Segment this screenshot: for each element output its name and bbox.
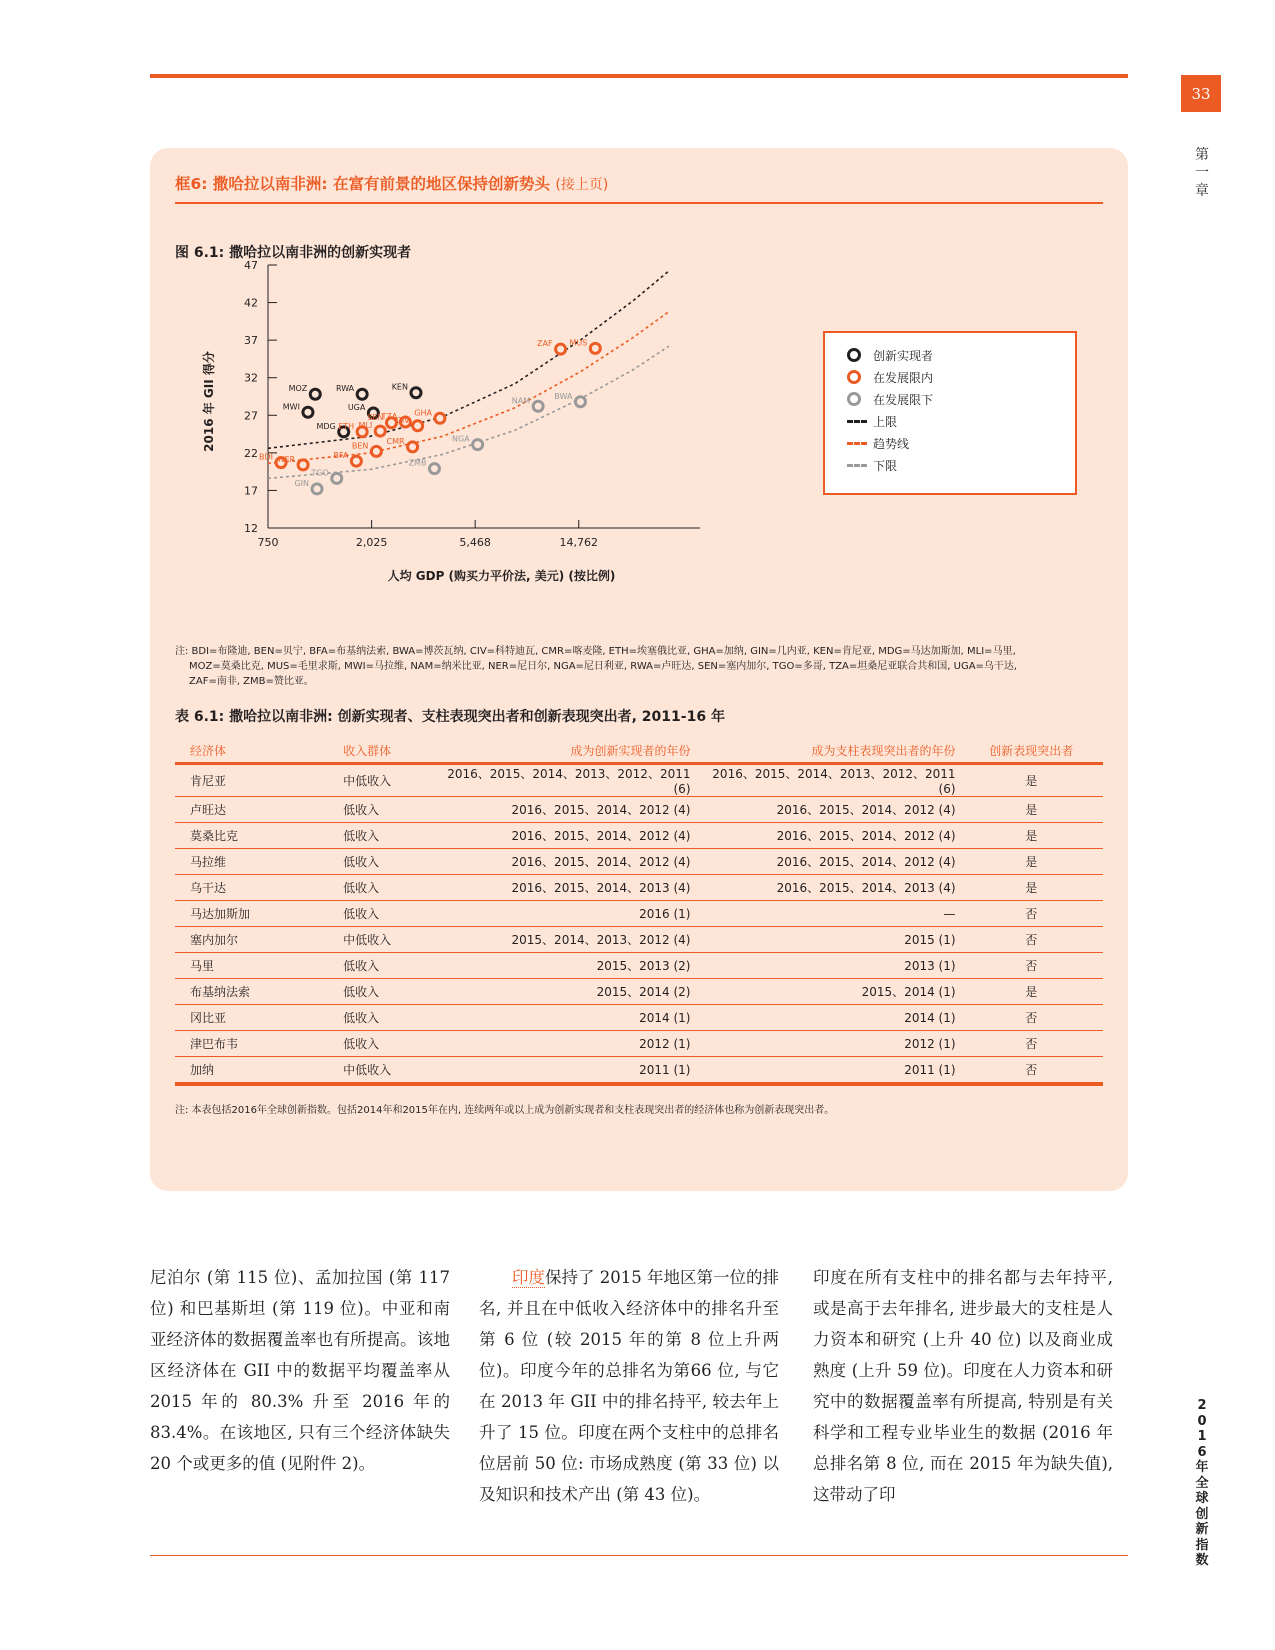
income-group-cell: 中低收入 [339, 1057, 425, 1085]
x-tick-label: 14,762 [559, 536, 599, 549]
column-header: 收入群体 [339, 739, 425, 764]
achiever-years-cell: 2015、2014、2013、2012 (4) [425, 927, 695, 953]
side-title [1192, 1398, 1212, 1569]
upper-dash-icon [847, 420, 867, 423]
curve-below [268, 346, 669, 478]
point-label: BDI [259, 452, 274, 462]
box-title-text: 框6: 撒哈拉以南非洲: 在富有前景的地区保持创新势头 [175, 175, 550, 193]
table-row [175, 849, 1103, 875]
x-tick-label: 750 [257, 536, 279, 549]
column-header: 经济体 [175, 739, 339, 764]
point-label: MLI [358, 421, 373, 431]
body-column-1: 尼泊尔 (第 115 位)、孟加拉国 (第 117 位) 和巴基斯坦 (第 119 位)。中亚和南亚经济体的数据覆盖率也有所提高。该地区经济体在 GII 中的数据平均覆盖率从 2015 年的 80.3% 升至 2016 年的 83.4%。在该地区, 只有三个经济体缺失 20 个或更多的值 (见附件 2)。 [150, 1268, 450, 1473]
economy-cell: 加纳 [175, 1057, 339, 1085]
point-achiever [357, 389, 367, 399]
side-title-char: 新 [1195, 1522, 1209, 1537]
outperformer-cell: 否 [960, 901, 1103, 927]
legend-item [847, 433, 909, 453]
legend-item [847, 345, 933, 365]
legend-label: 在发展限下 [873, 392, 934, 407]
point-achiever [411, 388, 421, 398]
y-tick-label: 42 [244, 296, 258, 310]
point-within [590, 343, 600, 353]
point-within [413, 421, 423, 431]
figure-note-line: 注: BDI=布隆迪, BEN=贝宁, BFA=布基纳法索, BWA=博茨瓦纳, CIV=科特迪瓦, CMR=喀麦隆, ETH=埃塞俄比亚, GHA=加纳, GIN=几内亚, KEN=肯尼亚, MDG=马达加斯加, MLI=马里, [175, 646, 1016, 657]
point-label: MUS [569, 338, 588, 348]
outperformer-cell: 是 [960, 875, 1103, 901]
point-label: ZAF [537, 339, 553, 349]
top-rule [150, 74, 1128, 78]
point-within [435, 413, 445, 423]
legend-label: 在发展限内 [873, 370, 934, 385]
point-label: CMR [386, 436, 405, 446]
india-link[interactable]: 印度 [512, 1268, 546, 1287]
point-label: MDG [316, 421, 336, 431]
economy-cell: 马拉维 [175, 849, 339, 875]
point-label: UGA [347, 403, 366, 413]
pillar-years-cell: 2016、2015、2014、2012 (4) [695, 849, 960, 875]
x-axis-label: 人均 GDP (购买力平价法, 美元) (按比例) [387, 569, 616, 583]
point-label: NGA [452, 434, 470, 444]
outperformer-cell: 否 [960, 953, 1103, 979]
point-label: MOZ [288, 384, 308, 394]
figure-note-line: MOZ=莫桑比克, MUS=毛里求斯, MWI=马拉维, NAM=纳米比亚, NER=尼日尔, NGA=尼日利亚, RWA=卢旺达, SEN=塞内加尔, TGO=多哥, TZA=坦桑尼亚联合共和国, UGA=乌干达, [189, 661, 1018, 672]
legend-label: 下限 [873, 458, 898, 473]
trend-dash-icon [847, 442, 867, 445]
achiever-years-cell: 2016、2015、2014、2012 (4) [425, 849, 695, 875]
economy-cell: 乌干达 [175, 875, 339, 901]
point-label: SEN [367, 412, 384, 422]
achiever-years-cell: 2016、2015、2014、2013 (4) [425, 875, 695, 901]
point-label: TZA [381, 412, 398, 422]
point-label: KEN [391, 382, 408, 392]
side-title-char: 1 [1197, 1429, 1207, 1444]
economy-cell: 布基纳法索 [175, 979, 339, 1005]
point-achiever [310, 389, 320, 399]
pillar-years-cell: 2012 (1) [695, 1031, 960, 1057]
table-row [175, 927, 1103, 953]
x-tick-label: 5,468 [459, 536, 491, 549]
achiever-years-cell: 2012 (1) [425, 1031, 695, 1057]
economy-cell: 卢旺达 [175, 797, 339, 823]
income-group-cell: 低收入 [339, 797, 425, 823]
chapter-char: 一 [1195, 165, 1209, 181]
chapter-char: 章 [1195, 183, 1209, 199]
point-within [375, 426, 385, 436]
achiever-ring-icon [847, 348, 861, 362]
pillar-years-cell: 2013 (1) [695, 953, 960, 979]
y-tick-label: 12 [244, 522, 258, 535]
x-tick-label: 2,025 [355, 536, 388, 549]
chapter-char: 第 [1195, 147, 1209, 163]
y-tick-label: 37 [244, 334, 258, 348]
legend-item [847, 389, 933, 409]
pillar-years-cell: 2016、2015、2014、2013 (4) [695, 875, 960, 901]
y-axis-label: 2016 年 GII 得分 [202, 351, 216, 452]
achiever-years-cell: 2015、2013 (2) [425, 953, 695, 979]
figure-note-line: ZAF=南非, ZMB=赞比亚。 [189, 676, 314, 687]
table-row [175, 953, 1103, 979]
pillar-years-cell: 2015、2014 (1) [695, 979, 960, 1005]
economy-cell: 马里 [175, 953, 339, 979]
side-title-char: 2 [1197, 1398, 1207, 1413]
point-below [429, 464, 439, 474]
point-within [351, 456, 361, 466]
side-title-char: 数 [1195, 1553, 1209, 1568]
pillar-years-cell: 2016、2015、2014、2013、2012、2011 (6) [695, 764, 960, 797]
figure-note [175, 644, 1035, 689]
column-header: 创新表现突出者 [960, 739, 1103, 764]
achiever-years-cell: 2016、2015、2014、2013、2012、2011 (6) [425, 764, 695, 797]
legend-item [847, 411, 897, 431]
table-row [175, 1031, 1103, 1057]
outperformer-cell: 是 [960, 797, 1103, 823]
page-number: 33 [1181, 75, 1221, 112]
table-note: 注: 本表包括2016年全球创新指数。包括2014年和2015年在内, 连续两年或以上成为创新实现者和支柱表现突出者的经济体也称为创新表现突出者。 [175, 1105, 835, 1116]
income-group-cell: 低收入 [339, 901, 425, 927]
legend-label: 上限 [873, 414, 898, 429]
pillar-years-cell: 2011 (1) [695, 1057, 960, 1085]
body-column-3: 印度在所有支柱中的排名都与去年持平, 或是高于去年排名, 进步最大的支柱是人力资本和研究 (上升 40 位) 以及商业成熟度 (上升 59 位)。印度在人力资本和研究中的数据覆盖率有所提高, 特别是有关科学和工程专业毕业生的数据 (2016 年总排名第 8 位, 而在 2015 年为缺失值), 这带动了印 [813, 1268, 1113, 1504]
point-label: BFA [333, 451, 349, 461]
income-group-cell: 低收入 [339, 1005, 425, 1031]
table-row [175, 875, 1103, 901]
income-group-cell: 低收入 [339, 823, 425, 849]
point-label: GIN [294, 478, 310, 488]
pillar-years-cell: 2016、2015、2014、2012 (4) [695, 823, 960, 849]
income-group-cell: 低收入 [339, 849, 425, 875]
below-ring-icon [847, 392, 861, 406]
table-row [175, 1005, 1103, 1031]
achiever-years-cell: 2016、2015、2014、2012 (4) [425, 797, 695, 823]
table-header-row [175, 739, 1103, 764]
point-below [473, 440, 483, 450]
income-group-cell: 低收入 [339, 875, 425, 901]
point-label: CIV [396, 415, 410, 425]
achiever-years-cell: 2016 (1) [425, 901, 695, 927]
body-column-2 [479, 1262, 779, 1510]
bottom-rule [150, 1555, 1128, 1556]
point-within [556, 344, 566, 354]
point-label: ETH [338, 421, 355, 431]
table-row [175, 823, 1103, 849]
economy-cell: 马达加斯加 [175, 901, 339, 927]
point-label: TGO [311, 468, 329, 478]
outperformer-cell: 是 [960, 849, 1103, 875]
side-title-char: 指 [1195, 1537, 1209, 1553]
point-label: NAM [511, 396, 531, 406]
economy-cell: 肯尼亚 [175, 764, 339, 797]
economy-cell: 塞内加尔 [175, 927, 339, 953]
income-group-cell: 中低收入 [339, 764, 425, 797]
outperformer-cell: 否 [960, 1005, 1103, 1031]
point-label: RWA [335, 384, 355, 394]
side-title-char: 6 [1197, 1444, 1207, 1460]
y-tick-label: 17 [244, 484, 258, 498]
point-label: GHA [414, 408, 432, 418]
point-within [408, 442, 418, 452]
legend-label: 趋势线 [873, 436, 910, 451]
box-title [175, 172, 608, 194]
scatter-chart [150, 260, 850, 620]
side-title-char: 创 [1195, 1506, 1209, 1522]
legend-item [847, 455, 897, 475]
pillar-years-cell: — [695, 901, 960, 927]
pillar-years-cell: 2015 (1) [695, 927, 960, 953]
lower-dash-icon [847, 464, 867, 467]
within-ring-icon [847, 370, 861, 384]
column-header: 成为支柱表现突出者的年份 [695, 739, 960, 764]
chart-legend [823, 331, 1077, 495]
economy-cell: 津巴布韦 [175, 1031, 339, 1057]
box-title-rule [175, 202, 1103, 204]
outperformer-cell: 是 [960, 979, 1103, 1005]
achiever-years-cell: 2016、2015、2014、2012 (4) [425, 823, 695, 849]
side-title-char: 全 [1195, 1475, 1209, 1491]
y-tick-label: 32 [244, 371, 258, 385]
y-tick-label: 27 [244, 409, 258, 423]
y-tick-label: 47 [244, 260, 258, 272]
box-title-sub: (接上页) [555, 177, 609, 193]
achiever-years-cell: 2014 (1) [425, 1005, 695, 1031]
outperformer-cell: 是 [960, 823, 1103, 849]
chapter-label [1192, 146, 1212, 200]
legend-item [847, 367, 933, 387]
outperformer-cell: 否 [960, 927, 1103, 953]
table-row [175, 1057, 1103, 1085]
legend-label: 创新实现者 [873, 348, 934, 363]
economy-cell: 冈比亚 [175, 1005, 339, 1031]
point-label: MWI [282, 402, 300, 412]
point-label: NER [278, 454, 296, 464]
point-below [533, 401, 543, 411]
table-row [175, 797, 1103, 823]
point-label: ZMB [408, 458, 427, 468]
income-group-cell: 中低收入 [339, 927, 425, 953]
point-achiever [303, 407, 313, 417]
pillar-years-cell: 2014 (1) [695, 1005, 960, 1031]
point-below [332, 473, 342, 483]
point-within [371, 446, 381, 456]
pillar-years-cell: 2016、2015、2014、2012 (4) [695, 797, 960, 823]
outperformer-cell: 是 [960, 764, 1103, 797]
figure-title: 图 6.1: 撒哈拉以南非洲的创新实现者 [175, 245, 412, 261]
table-row [175, 764, 1103, 797]
column-header: 成为创新实现者的年份 [425, 739, 695, 764]
point-within [298, 460, 308, 470]
achiever-years-cell: 2015、2014 (2) [425, 979, 695, 1005]
side-title-char: 0 [1197, 1413, 1207, 1429]
side-title-char: 球 [1195, 1491, 1209, 1506]
table-title: 表 6.1: 撒哈拉以南非洲: 创新实现者、支柱表现突出者和创新表现突出者, 2011-16 年 [175, 709, 725, 725]
outperformer-cell: 否 [960, 1057, 1103, 1085]
point-label: BWA [554, 391, 573, 401]
table-row [175, 901, 1103, 927]
point-below [575, 397, 585, 407]
side-title-char: 年 [1195, 1460, 1209, 1475]
table-row [175, 979, 1103, 1005]
point-below [312, 484, 322, 494]
achiever-years-cell: 2011 (1) [425, 1057, 695, 1085]
economy-cell: 莫桑比克 [175, 823, 339, 849]
income-group-cell: 低收入 [339, 953, 425, 979]
y-tick-label: 22 [244, 446, 258, 460]
income-group-cell: 低收入 [339, 979, 425, 1005]
point-label: BEN [351, 441, 369, 451]
income-group-cell: 低收入 [339, 1031, 425, 1057]
data-table [175, 739, 1103, 1086]
outperformer-cell: 否 [960, 1031, 1103, 1057]
body-text: 保持了 2015 年地区第一位的排名, 并且在中低收入经济体中的排名升至第 6 位 (较 2015 年的第 8 位上升两位)。印度今年的总排名为第66 位, 与它在 2013 年 GII 中的排名持平, 较去年上升了 15 位。印度在两个支柱中的总排名位居前 50 位: 市场成熟度 (第 33 位) 以及知识和技术产出 (第 43 位)。 [479, 1268, 780, 1504]
